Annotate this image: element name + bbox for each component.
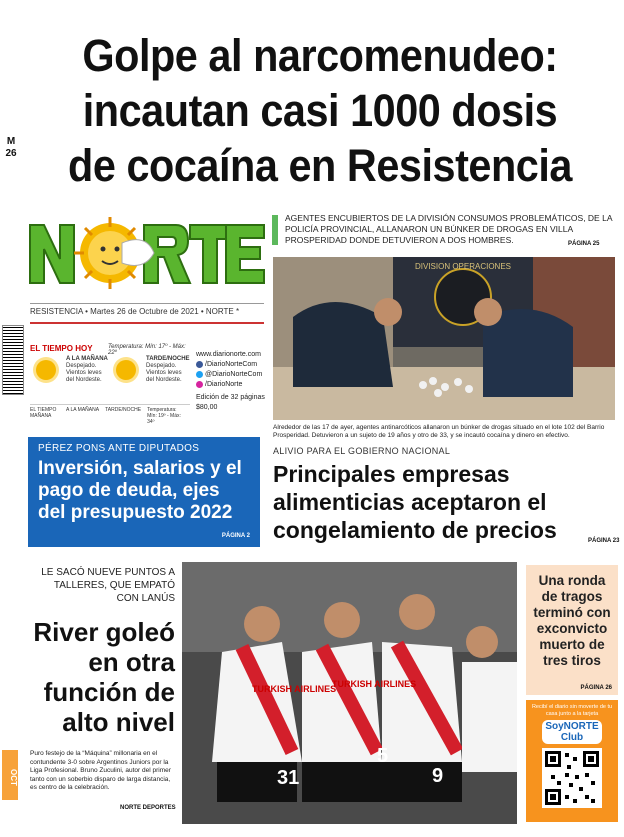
side-date xyxy=(2,136,20,160)
alivio-kicker: ALIVIO PARA EL GOBIERNO NACIONAL xyxy=(273,446,451,456)
bunker-page: PÁGINA 25 xyxy=(568,241,600,247)
bunker-photo[interactable] xyxy=(273,257,615,420)
river-page: NORTE DEPORTES xyxy=(120,805,176,811)
norte-logo-icon xyxy=(26,213,266,293)
budget-kicker: PÉREZ PONS ANTE DIPUTADOS xyxy=(38,443,200,454)
weather-tomorrow-label: EL TIEMPO MAÑANA xyxy=(30,407,57,419)
weather-evening-label: TARDE/NOCHE xyxy=(146,356,190,362)
promo-text: Recibí el diario sin moverte de tu casa junto a la tarjeta xyxy=(531,704,613,717)
jersey-number: 31 xyxy=(277,767,300,789)
ronda-story[interactable] xyxy=(526,565,618,695)
budget-title: Inversión, salarios y el pago de deuda, ejes del presupuesto 2022 xyxy=(38,458,242,523)
month-tab: OCT xyxy=(2,750,18,800)
weather-morning-text: Despejado. Vientos leves del Nordeste. xyxy=(66,363,102,383)
barcode-icon xyxy=(2,325,24,395)
river-title[interactable]: River goleó en otra función de alto nivel xyxy=(33,617,175,737)
sun-icon xyxy=(116,360,136,380)
edition-info: Edición de 32 páginas xyxy=(196,394,265,401)
instagram-link[interactable]: /DiarioNorte xyxy=(196,380,266,390)
twitter-icon xyxy=(196,371,203,378)
story-accent-bar xyxy=(272,215,278,245)
facebook-link[interactable]: /DiarioNorteCom xyxy=(196,360,266,370)
headline-line-3: de cocaína en Resistencia xyxy=(68,140,572,191)
river-kicker: LE SACÓ NUEVE PUNTOS A TALLERES, QUE EMPATÓ CON LANÚS xyxy=(41,567,175,604)
instagram-icon xyxy=(196,381,203,388)
weather-title: EL TIEMPO HOY xyxy=(30,344,93,353)
weather-morning-label: A LA MAÑANA xyxy=(66,356,108,362)
bunker-caption: Alrededor de las 17 de ayer, agentes antinarcóticos allanaron un búnker de drogas situado en el lote 102 del Barrio Prosperidad. Detuvieron a un sujeto de 19 años y otro de 33, y se incautó cocaína y dinero en efectivo. xyxy=(273,424,605,439)
weather-temperature: Temperatura: Mín: 17º - Máx: 22º xyxy=(108,344,186,356)
sponsor-text: TURKISH AIRLINES xyxy=(332,679,417,689)
norte-logo[interactable] xyxy=(26,213,266,293)
main-headline[interactable] xyxy=(44,28,596,193)
side-date-number: 26 xyxy=(5,148,17,159)
side-date-letter: M xyxy=(6,136,16,147)
river-photo[interactable] xyxy=(182,562,517,824)
weather-box xyxy=(30,344,190,434)
football-players-photo-icon xyxy=(182,562,517,824)
alivio-page: PÁGINA 23 xyxy=(588,538,620,544)
ronda-title: Una ronda de tragos terminó con exconvicto muerto de tres tiros xyxy=(533,573,611,668)
qr-code-icon[interactable] xyxy=(542,748,602,808)
headline-line-2: incautan casi 1000 dosis xyxy=(82,85,558,136)
weather-evening-text: Despejado. Vientos leves del Nordeste. xyxy=(146,363,182,383)
promo-brand: SoyNORTE Club xyxy=(542,720,602,744)
twitter-link[interactable]: @DiarioNorteCom xyxy=(196,370,266,380)
price: $80,00 xyxy=(196,404,218,411)
edition-line: RESISTENCIA • Martes 26 de Octubre de 2021 • NORTE * xyxy=(30,303,264,324)
jersey-number: 5 xyxy=(377,745,389,767)
contacts-box xyxy=(196,350,266,413)
river-body: Puro festejo de la “Máquina” millonaria en el contundente 3-0 sobre Argentinos Juniors por la Liga Profesional. Bruno Zuculini, autor del primer tanto con un soberbio disparo de larga distancia, es centro de la celebración. xyxy=(30,750,171,791)
police-raid-photo-icon xyxy=(273,257,615,420)
photo-sign-text: DIVISION OPERACIONES xyxy=(414,262,512,271)
headline-line-1: Golpe al narcomenudeo: xyxy=(82,30,558,81)
sun-icon xyxy=(36,360,56,380)
budget-story[interactable] xyxy=(28,437,260,547)
promo-box[interactable] xyxy=(526,700,618,822)
ronda-page: PÁGINA 26 xyxy=(580,685,612,691)
weather-tomorrow xyxy=(30,404,190,425)
weather-tomorrow-evening: TARDE/NOCHE xyxy=(105,407,142,413)
facebook-icon xyxy=(196,361,203,368)
sponsor-text: TURKISH AIRLINES xyxy=(252,684,337,694)
jersey-number: 9 xyxy=(432,765,444,787)
weather-tomorrow-morning: A LA MAÑANA xyxy=(66,407,100,413)
bunker-text[interactable]: AGENTES ENCUBIERTOS DE LA DIVISIÓN CONSUMOS PROBLEMÁTICOS, DE LA POLICÍA PROVINCIAL, ALLANARON UN BÚNKER DE DROGAS EN VILLA PROSPERIDAD DONDE DETUVIERON A DOS HOMBRES. xyxy=(285,213,613,245)
weather-tomorrow-temp: Temperatura: Mín: 19º - Máx: 34º xyxy=(147,407,181,425)
budget-page: PÁGINA 2 xyxy=(221,533,250,539)
website-link[interactable]: www.diarionorte.com xyxy=(196,351,261,358)
alivio-title[interactable]: Principales empresas alimenticias aceptaron el congelamiento de precios xyxy=(273,461,557,543)
